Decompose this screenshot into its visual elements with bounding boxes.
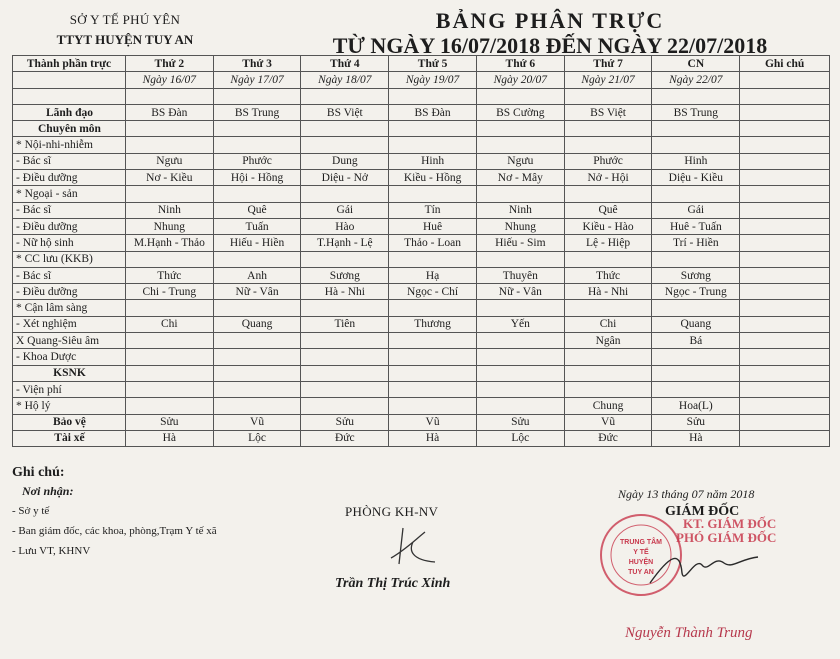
row-label: * Ngoại - sản	[13, 186, 126, 202]
duty-cell: Ninh	[125, 202, 213, 218]
duty-cell: Hà - Nhi	[564, 284, 652, 300]
duty-cell	[389, 333, 477, 349]
date-cell: Ngày 16/07	[125, 72, 213, 88]
duty-cell	[213, 137, 301, 153]
duty-cell	[389, 88, 477, 104]
column-header-notes: Ghi chú	[740, 56, 830, 72]
duty-cell: Thương	[389, 316, 477, 332]
row-label: KSNK	[13, 365, 126, 381]
table-row	[13, 414, 830, 430]
duty-cell: Tiên	[301, 316, 389, 332]
duty-cell	[125, 88, 213, 104]
duty-cell	[301, 333, 389, 349]
date-cell: Ngày 18/07	[301, 72, 389, 88]
duty-cell: Ngọc - Chí	[389, 284, 477, 300]
date-cell: Ngày 20/07	[476, 72, 564, 88]
duty-cell: Nở - Hội	[564, 170, 652, 186]
duty-cell	[125, 333, 213, 349]
duty-cell	[476, 88, 564, 104]
duty-cell	[125, 186, 213, 202]
duty-cell	[301, 365, 389, 381]
column-header-role: Thành phần trực	[13, 56, 126, 72]
duty-cell: Kiều - Hào	[564, 218, 652, 234]
date-cell: Ngày 19/07	[389, 72, 477, 88]
table-row	[13, 316, 830, 332]
duty-cell	[476, 251, 564, 267]
row-label	[13, 88, 126, 104]
duty-cell: BS Trung	[652, 104, 740, 120]
duty-cell: Chi	[564, 316, 652, 332]
duty-cell	[213, 333, 301, 349]
duty-cell	[740, 430, 830, 446]
duty-cell	[740, 300, 830, 316]
row-label: * Cận lâm sàng	[13, 300, 126, 316]
duty-cell: Hạ	[389, 267, 477, 283]
table-row	[13, 381, 830, 397]
duty-cell: Vũ	[564, 414, 652, 430]
duty-cell	[740, 267, 830, 283]
duty-cell: Chung	[564, 398, 652, 414]
duty-cell: Trí - Hiền	[652, 235, 740, 251]
date-row	[13, 72, 830, 88]
duty-cell	[652, 121, 740, 137]
duty-cell: Đức	[301, 430, 389, 446]
duty-cell: Nhung	[476, 218, 564, 234]
duty-cell: Quang	[213, 316, 301, 332]
row-label: Lãnh đạo	[13, 104, 126, 120]
stamp-kt-label: KT. GIÁM ĐỐC	[683, 516, 777, 531]
duty-cell	[476, 398, 564, 414]
duty-cell	[301, 398, 389, 414]
duty-cell	[213, 365, 301, 381]
duty-cell	[125, 365, 213, 381]
table-row	[13, 153, 830, 169]
director-title: GIÁM ĐỐC	[665, 504, 740, 519]
column-header-day: Thứ 6	[476, 56, 564, 72]
duty-cell	[740, 414, 830, 430]
recipients-heading: Nơi nhận:	[22, 484, 74, 498]
duty-cell	[740, 202, 830, 218]
duty-cell: Hinh	[652, 153, 740, 169]
table-row	[13, 137, 830, 153]
svg-text:TUY AN: TUY AN	[628, 569, 654, 576]
duty-cell	[740, 121, 830, 137]
duty-cell: Thảo - Loan	[389, 235, 477, 251]
duty-cell: Diệu - Nở	[301, 170, 389, 186]
duty-cell	[564, 349, 652, 365]
row-label: - Xét nghiệm	[13, 316, 126, 332]
duty-cell: Hà	[125, 430, 213, 446]
duty-cell	[740, 333, 830, 349]
duty-cell	[125, 349, 213, 365]
duty-cell	[125, 300, 213, 316]
duty-cell	[301, 137, 389, 153]
recipient-item: - Sở y tế	[12, 505, 50, 517]
duty-cell: Hà	[389, 430, 477, 446]
row-label: * Hộ lý	[13, 398, 126, 414]
duty-cell	[389, 121, 477, 137]
duty-cell	[476, 121, 564, 137]
duty-cell	[564, 300, 652, 316]
signer-1-name: Trần Thị Trúc Xinh	[335, 576, 451, 591]
duty-cell	[213, 349, 301, 365]
duty-cell	[389, 349, 477, 365]
duty-cell: Vũ	[389, 414, 477, 430]
duty-cell: Sương	[301, 267, 389, 283]
row-label: Bảo vệ	[13, 414, 126, 430]
duty-cell	[476, 300, 564, 316]
duty-cell: Lộc	[476, 430, 564, 446]
duty-cell: Anh	[213, 267, 301, 283]
table-row	[13, 365, 830, 381]
signature-2-mark	[640, 545, 770, 595]
svg-text:Y TẾ: Y TẾ	[633, 549, 649, 556]
notes-section	[12, 463, 217, 561]
title-block	[300, 8, 800, 58]
duty-cell: Gái	[301, 202, 389, 218]
duty-cell	[389, 186, 477, 202]
duty-cell: Hiếu - Hiền	[213, 235, 301, 251]
duty-cell	[564, 88, 652, 104]
duty-cell	[740, 365, 830, 381]
date-cell	[740, 72, 830, 88]
duty-cell	[652, 88, 740, 104]
duty-cell	[740, 186, 830, 202]
table-row	[13, 218, 830, 234]
duty-cell: Quê	[213, 202, 301, 218]
duty-cell: Sửu	[125, 414, 213, 430]
duty-cell: Nữ - Vân	[476, 284, 564, 300]
duty-cell	[125, 251, 213, 267]
duty-cell	[564, 381, 652, 397]
duty-cell	[301, 88, 389, 104]
date-cell: Ngày 22/07	[652, 72, 740, 88]
duty-cell	[389, 137, 477, 153]
duty-cell	[564, 137, 652, 153]
duty-cell	[652, 349, 740, 365]
duty-cell: Hiếu - Sim	[476, 235, 564, 251]
duty-cell: Tín	[389, 202, 477, 218]
duty-cell: Ngưu	[476, 153, 564, 169]
page-subtitle: TỪ NGÀY 16/07/2018 ĐẾN NGÀY 22/07/2018	[332, 33, 768, 58]
column-header-day: Thứ 4	[301, 56, 389, 72]
duty-cell	[476, 186, 564, 202]
duty-cell: Nữ - Vân	[213, 284, 301, 300]
duty-cell: Hoa(L)	[652, 398, 740, 414]
duty-cell: Quang	[652, 316, 740, 332]
duty-cell	[389, 398, 477, 414]
row-label: - Khoa Dược	[13, 349, 126, 365]
row-label: - Điều dưỡng	[13, 218, 126, 234]
duty-cell	[564, 365, 652, 381]
svg-text:HUYỆN: HUYỆN	[628, 559, 654, 566]
table-row	[13, 430, 830, 446]
duty-cell: Thuyên	[476, 267, 564, 283]
duty-cell: Sương	[652, 267, 740, 283]
org-line-2: TTYT HUYỆN TUY AN	[56, 32, 194, 47]
table-row	[13, 284, 830, 300]
duty-cell	[213, 381, 301, 397]
duty-cell: Dung	[301, 153, 389, 169]
duty-cell: Ninh	[476, 202, 564, 218]
table-row	[13, 202, 830, 218]
table-row	[13, 170, 830, 186]
row-label: * CC lưu (KKB)	[13, 251, 126, 267]
duty-cell	[301, 381, 389, 397]
duty-cell: Ngọc - Trung	[652, 284, 740, 300]
duty-cell	[740, 104, 830, 120]
duty-cell	[301, 251, 389, 267]
header-row	[13, 56, 830, 72]
duty-cell: Hà	[652, 430, 740, 446]
duty-cell	[740, 153, 830, 169]
duty-cell: Sửu	[476, 414, 564, 430]
duty-cell	[389, 251, 477, 267]
organization-header	[30, 10, 220, 50]
duty-cell: Hà - Nhi	[301, 284, 389, 300]
duty-cell: Bá	[652, 333, 740, 349]
org-line-1: SỞ Y TẾ PHÚ YÊN	[69, 12, 181, 27]
duty-cell	[740, 251, 830, 267]
duty-cell	[213, 251, 301, 267]
row-label: Chuyên môn	[13, 121, 126, 137]
duty-cell: Sửu	[301, 414, 389, 430]
duty-cell	[564, 251, 652, 267]
duty-cell: Ngưu	[125, 153, 213, 169]
duty-cell	[213, 121, 301, 137]
date-cell: Ngày 17/07	[213, 72, 301, 88]
row-label: Tài xế	[13, 430, 126, 446]
svg-text:TRUNG TÂM: TRUNG TÂM	[620, 539, 662, 546]
duty-cell	[476, 349, 564, 365]
department-label: PHÒNG KH-NV	[345, 504, 439, 519]
duty-cell: M.Hạnh - Thảo	[125, 235, 213, 251]
duty-cell: Quê	[564, 202, 652, 218]
duty-cell	[740, 381, 830, 397]
duty-cell: Nơ - Kiều	[125, 170, 213, 186]
row-label: X Quang-Siêu âm	[13, 333, 126, 349]
duty-cell: Thức	[125, 267, 213, 283]
duty-cell: BS Việt	[564, 104, 652, 120]
duty-cell	[740, 316, 830, 332]
duty-cell	[213, 88, 301, 104]
table-row	[13, 121, 830, 137]
duty-cell: Nhung	[125, 218, 213, 234]
duty-cell	[652, 137, 740, 153]
row-label: - Bác sĩ	[13, 267, 126, 283]
duty-cell: Đức	[564, 430, 652, 446]
duty-cell: Huê	[389, 218, 477, 234]
table-row	[13, 333, 830, 349]
column-header-day: Thứ 5	[389, 56, 477, 72]
duty-cell	[476, 365, 564, 381]
row-label: - Bác sĩ	[13, 202, 126, 218]
duty-cell	[213, 186, 301, 202]
duty-cell	[740, 170, 830, 186]
duty-cell: BS Trung	[213, 104, 301, 120]
duty-cell: Huê - Tuấn	[652, 218, 740, 234]
table-row	[13, 186, 830, 202]
duty-cell: T.Hạnh - Lệ	[301, 235, 389, 251]
duty-cell: Nơ - Mây	[476, 170, 564, 186]
table-row	[13, 398, 830, 414]
row-label: - Bác sĩ	[13, 153, 126, 169]
duty-cell: Sửu	[652, 414, 740, 430]
row-label: - Viện phí	[13, 381, 126, 397]
duty-cell: Hinh	[389, 153, 477, 169]
signature-1-mark	[385, 520, 445, 570]
duty-cell: BS Việt	[301, 104, 389, 120]
duty-cell: Yến	[476, 316, 564, 332]
row-label: * Nội-nhi-nhiễm	[13, 137, 126, 153]
duty-cell	[125, 398, 213, 414]
column-header-day: Thứ 7	[564, 56, 652, 72]
duty-cell	[476, 137, 564, 153]
table-row	[13, 349, 830, 365]
column-header-day: CN	[652, 56, 740, 72]
duty-cell: Hào	[301, 218, 389, 234]
duty-cell	[389, 300, 477, 316]
date-cell: Ngày 21/07	[564, 72, 652, 88]
duty-cell	[125, 137, 213, 153]
date-cell	[13, 72, 126, 88]
duty-cell	[652, 186, 740, 202]
duty-cell	[740, 88, 830, 104]
table-row	[13, 88, 830, 104]
table-row	[13, 251, 830, 267]
duty-cell	[389, 365, 477, 381]
duty-cell	[652, 365, 740, 381]
duty-cell	[740, 284, 830, 300]
duty-cell: Thức	[564, 267, 652, 283]
duty-cell	[652, 251, 740, 267]
duty-cell: Ngân	[564, 333, 652, 349]
duty-cell: Gái	[652, 202, 740, 218]
duty-cell: Kiều - Hồng	[389, 170, 477, 186]
duty-cell: Hội - Hồng	[213, 170, 301, 186]
table-row	[13, 300, 830, 316]
duty-cell: Phước	[213, 153, 301, 169]
duty-cell	[213, 398, 301, 414]
row-label: - Điều dưỡng	[13, 170, 126, 186]
duty-cell	[476, 333, 564, 349]
row-label: - Nữ hộ sinh	[13, 235, 126, 251]
signer-2-name: Nguyễn Thành Trung	[625, 625, 753, 641]
duty-cell: BS Cường	[476, 104, 564, 120]
duty-roster-table	[12, 55, 830, 447]
duty-cell	[652, 300, 740, 316]
table-row	[13, 104, 830, 120]
duty-cell	[213, 300, 301, 316]
duty-cell: Lộc	[213, 430, 301, 446]
duty-cell	[301, 300, 389, 316]
duty-cell	[740, 349, 830, 365]
duty-cell	[740, 235, 830, 251]
column-header-day: Thứ 3	[213, 56, 301, 72]
duty-cell: BS Đàn	[125, 104, 213, 120]
duty-cell	[301, 349, 389, 365]
duty-cell	[740, 398, 830, 414]
duty-cell: Phước	[564, 153, 652, 169]
duty-cell: Diệu - Kiều	[652, 170, 740, 186]
page-title: BẢNG PHÂN TRỰC	[435, 8, 665, 33]
signing-date: Ngày 13 tháng 07 năm 2018	[618, 487, 755, 501]
duty-cell	[564, 186, 652, 202]
duty-cell	[740, 137, 830, 153]
duty-cell	[652, 381, 740, 397]
duty-cell: Vũ	[213, 414, 301, 430]
row-label: - Điều dưỡng	[13, 284, 126, 300]
recipient-item: - Lưu VT, KHNV	[12, 545, 91, 557]
notes-heading: Ghi chú:	[12, 465, 65, 480]
duty-cell	[301, 186, 389, 202]
duty-cell: Chi - Trung	[125, 284, 213, 300]
duty-cell	[301, 121, 389, 137]
table-row	[13, 267, 830, 283]
duty-cell	[564, 121, 652, 137]
duty-cell: Lệ - Hiệp	[564, 235, 652, 251]
duty-cell	[389, 381, 477, 397]
stamp-deputy-label: PHÓ GIÁM ĐỐC	[676, 530, 777, 545]
recipient-item: - Ban giám đốc, các khoa, phòng,Trạm Y tế xã	[12, 525, 217, 537]
column-header-day: Thứ 2	[125, 56, 213, 72]
duty-cell	[476, 381, 564, 397]
duty-cell: BS Đàn	[389, 104, 477, 120]
table-row	[13, 235, 830, 251]
duty-cell	[740, 218, 830, 234]
duty-cell: Tuấn	[213, 218, 301, 234]
duty-cell: Chi	[125, 316, 213, 332]
duty-cell	[125, 381, 213, 397]
duty-cell	[125, 121, 213, 137]
